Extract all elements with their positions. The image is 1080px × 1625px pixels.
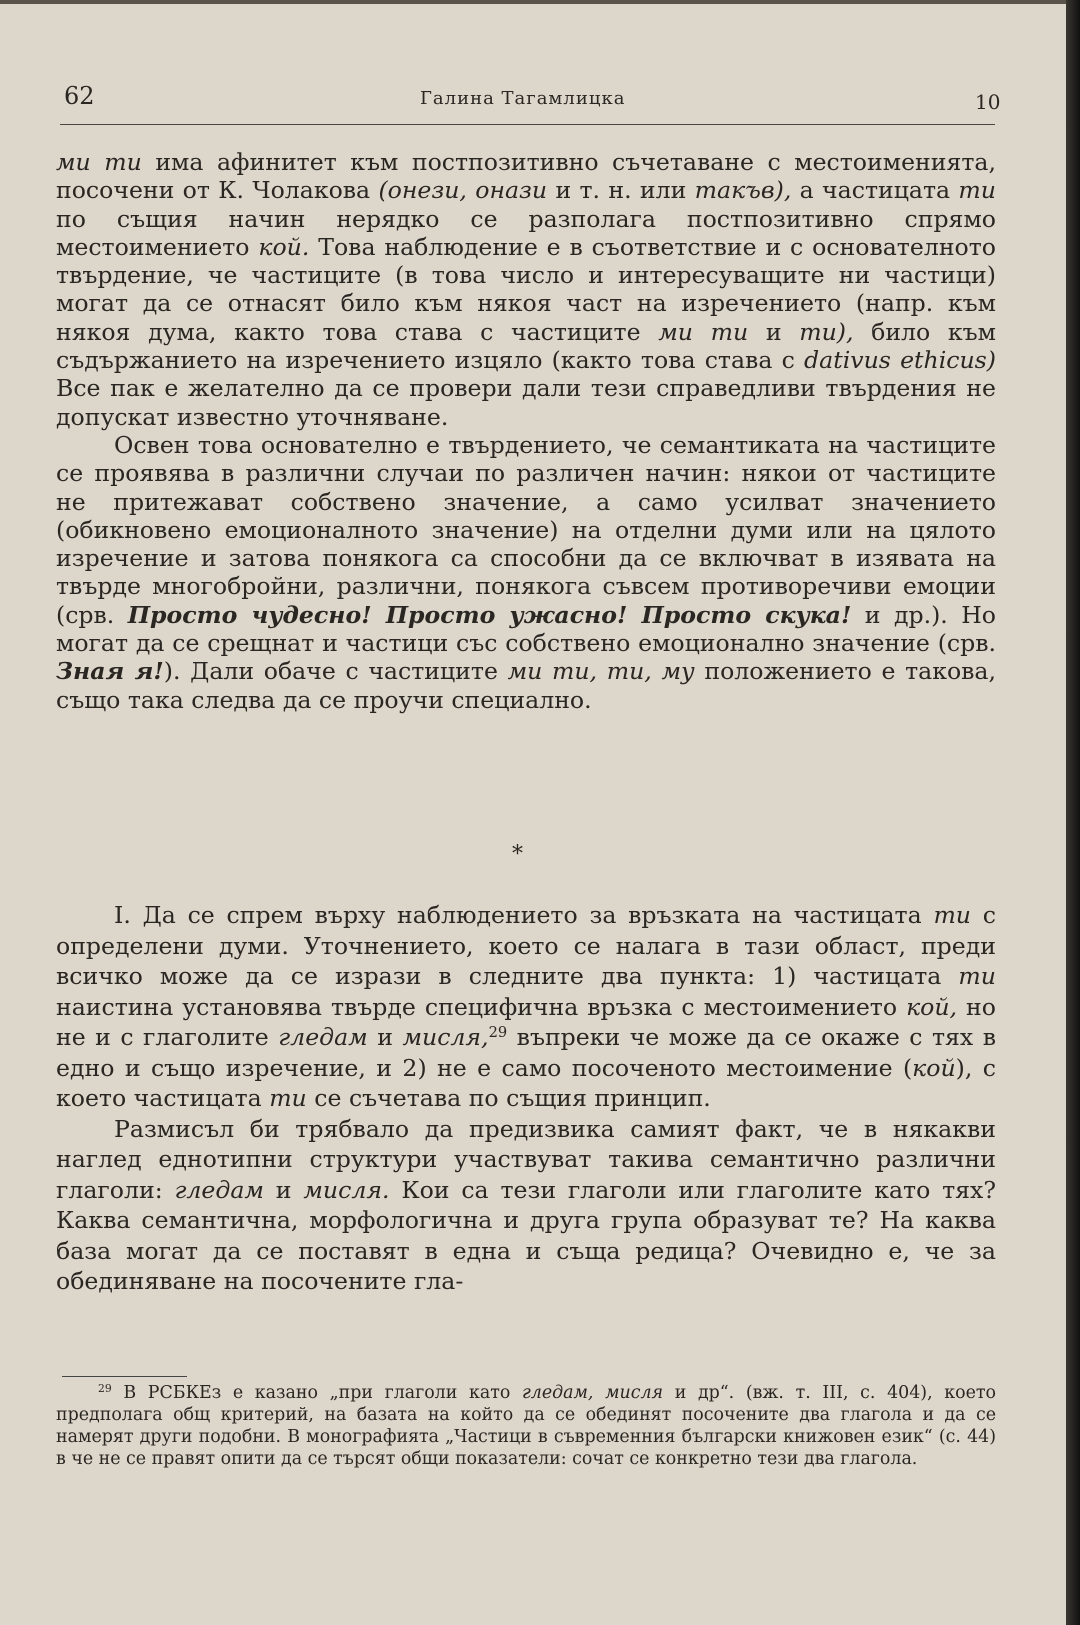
italic-term: ти	[269, 1084, 307, 1112]
italic-term: ти	[958, 962, 996, 990]
text-run: се съчетава по същия принцип.	[306, 1084, 711, 1112]
page-number: 62	[64, 82, 95, 110]
footnote-number: 29	[98, 1382, 112, 1396]
text-run: въпреки че може да се окаже с тях в едно и също изречение, и 2) не е само посоченото местоимение (	[56, 1023, 996, 1082]
italic-term: ти	[958, 176, 996, 205]
text-run: и т. н. или	[547, 176, 695, 205]
section-one	[56, 900, 996, 1297]
italic-term: мисля.	[303, 1175, 390, 1204]
footnote-29	[56, 1382, 996, 1470]
text-run: Размисъл би трябвало да предизвика самият факт, че в някакви наглед еднотипни структури участвуват такива семантично различни глаголи:	[56, 1114, 996, 1204]
footnote-ref: 29	[488, 1023, 508, 1041]
text-run: Кои са тези глаголи или глаголите като тях? Каква семантична, морфологична и друга група образуват те? На каква база могат да се поставят в една и съща редица? Очевидно е, че за обединяване на посочените гла-	[56, 1175, 996, 1295]
text-run: В РСБКЕз е казано „при глаголи като	[111, 1383, 522, 1403]
text-run: и	[263, 1175, 304, 1204]
text-run: било към съдържанието на изречението изцяло (както това става с	[56, 317, 997, 375]
book-spine-shadow	[1066, 0, 1080, 1625]
running-title: Галина Тагамлицка	[420, 88, 626, 109]
footnote-rule	[62, 1376, 187, 1377]
text-run: Освен това основателно е твърдението, че семантиката на частиците се проявява в различни случаи по различен начин: някои от частиците не притежават собствено значение, а само усилват значението (обикновено емоционалното значение) на отделни думи или на цялото изречение и затова понякога са способни да се включват в изявата на твърде многобройни, различни, понякога съвсем противоречиви емоции (срв.	[56, 430, 996, 629]
paragraph-2	[56, 431, 996, 714]
signature-mark: 10	[975, 90, 1001, 114]
text-run: ), с което частицата	[56, 1053, 996, 1112]
paragraph-3	[56, 900, 996, 1114]
italic-term: ми ти	[56, 148, 142, 176]
italic-term: гледам	[278, 1023, 368, 1051]
text-run: Все пак е желателно да се провери дали тези справедливи твърдения не допускат известно уточняване.	[56, 374, 996, 431]
paragraph-1	[56, 148, 996, 431]
text-run: и	[367, 1023, 403, 1051]
top-edge	[0, 0, 1080, 4]
text-run: положението е такова, също така следва да се проучи специално.	[56, 657, 996, 714]
italic-term: кой.	[258, 232, 310, 261]
section-divider-asterisk: *	[512, 842, 523, 867]
text-run: а частицата	[791, 176, 959, 205]
italic-term: (онези, онази	[378, 176, 548, 205]
text-run: и др“. (вж. т. III, с. 404), което предполага общ критерий, на базата на който да се обединят посочените два глагола и да се намерят други подобни. В монографията „Частици в съвременния български книжовен език“ (с. 44) в че не се правят опити да се търсят общи показатели: сочат се конкретно тези два глагола.	[56, 1383, 996, 1469]
body-text	[56, 148, 996, 714]
footnote	[56, 1382, 996, 1470]
text-run: ). Дали обаче с частиците	[163, 657, 508, 686]
text-run: и др.). Но могат да се срещнат и частици със собствено емоционално значение (срв.	[56, 600, 997, 658]
text-run: и	[748, 317, 800, 346]
italic-term: такъв),	[694, 176, 792, 205]
italic-term: ти),	[799, 317, 854, 346]
italic-term: гледам, мисля	[521, 1383, 664, 1403]
page-header	[60, 82, 1001, 125]
text-run: но не и с глаголите	[56, 992, 996, 1051]
text-run: наистина установява твърде специфична връзка с местоимението	[56, 992, 907, 1021]
text-run: има афинитет към постпозитивно съчетаване с местоименията, посочени от К. Чолакова	[56, 148, 996, 205]
italic-term: гледам	[174, 1175, 264, 1204]
italic-term: кой	[912, 1053, 956, 1082]
text-run: с определени думи. Уточнението, което се налага в тази област, преди всичко може да се изрази в следните два пункта: 1) частицата	[56, 901, 996, 990]
italic-term: dativus ethicus)	[804, 346, 996, 375]
italic-term: ми ти	[658, 317, 749, 346]
bold-italic-example: Зная я!	[56, 657, 164, 686]
italic-term: мисля,	[402, 1023, 489, 1051]
paragraph-4	[56, 1114, 996, 1297]
italic-term: кой,	[906, 992, 958, 1021]
text-run: Това наблюдение е в съответствие и с основателното твърдение, че частиците (в това число и интересуващите ни частици) могат да се отнасят било към някоя част на изречението (напр. към някоя дума, както това става с частиците	[56, 232, 997, 346]
italic-term: ми ти, ти, му	[507, 657, 695, 686]
italic-term: ти	[933, 901, 972, 929]
bold-italic-examples: Просто чудесно! Просто ужасно! Просто скука!	[127, 600, 852, 629]
text-run: I. Да се спрем върху наблюдението за връзката на частицата	[114, 901, 934, 929]
text-run: по същия начин нерядко се разполага постпозитивно спрямо местоимението	[56, 204, 996, 261]
